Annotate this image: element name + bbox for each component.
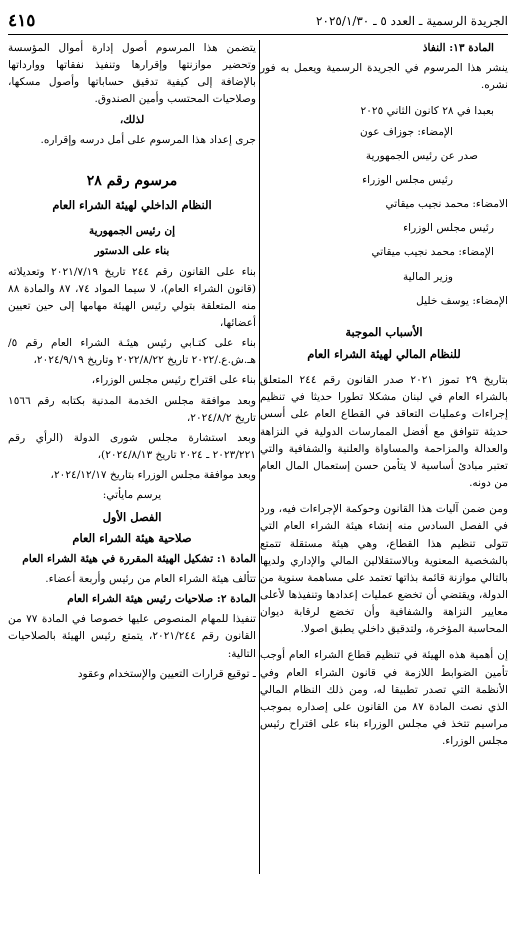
article-1-text: تتألف هيئة الشراء العام من رئيس وأربعة أعضاء. xyxy=(45,572,256,585)
recital-2: بناء على كتـابي رئيس هيئـة الشراء العام رقم ٥/هـ.ش.ع./٢٠٢٢ تاريخ ٢٠٢٢/٨/٢٢ وتاريخ ٢٠٢٤/٩/١٩، xyxy=(8,337,256,367)
constitution-line: بناء على الدستور xyxy=(94,245,170,258)
left-column xyxy=(8,40,256,924)
chapter-1-title: صلاحية هيئة الشراء العام xyxy=(72,531,192,546)
signature-president: الإمضاء: جوزاف عون xyxy=(360,125,453,138)
therefore-text: جرى إعداد هذا المرسوم على أمل درسه وإقراره. xyxy=(40,133,256,146)
recital-5: وبعد استشارة مجلس شورى الدولة (الرأي رقم ٢٠٢٣/٢٢١ ـ ٢٠٢٤ تاريخ ٢٠٢٤/٨/١٣)، xyxy=(8,431,256,462)
reasons-subtitle: للنظام المالي لهيئة الشراء العام xyxy=(307,346,461,361)
recital-1: بناء على القانون رقم ٢٤٤ تاريخ ٢٠٢١/٧/١٩ وتعديلاته (قانون الشراء العام)، لا سيما المواد ٧٤، ٨٧ والمادة ٨٨ منه المتعلقة بتولي رئيس الهيئة مهامها إلى حين تعيين أعضائها، xyxy=(8,265,256,330)
article-2-item-1: ـ توقيع قرارات التعيين والإستخدام وعقود xyxy=(77,667,256,680)
therefore-label: لذلك، xyxy=(119,113,145,126)
right-column xyxy=(260,40,508,924)
intro-paragraph: يتضمن هذا المرسوم أصول إدارة أموال المؤسسة وتحضير موازنتها وإقرارها وتنفيذ نفقاتها ووارداتها بالإضافة إلى كيفية تدقيق حساباتها وأصول مسكها، وصلاحيات المحتسب وأمين الصندوق. xyxy=(8,42,256,106)
reasons-title: الأسباب الموجبة xyxy=(345,324,423,339)
article-13-title: المادة ١٣: النفاذ xyxy=(422,42,494,54)
decree-subtitle: النظام الداخلي لهيئة الشراء العام xyxy=(52,197,212,212)
finance-minister-title: وزير المالية xyxy=(402,270,453,283)
pm-title: رئيس مجلس الوزراء xyxy=(362,173,453,186)
pm-title-2: رئيس مجلس الوزراء xyxy=(403,222,494,235)
page-header xyxy=(8,10,508,32)
publication-info: الجريدة الرسمية ـ العدد ٥ ـ ٢٠٢٥/١/٣٠ xyxy=(316,14,508,28)
issued-by-line: صدر عن رئيس الجمهورية xyxy=(365,149,478,162)
signature-pm-2: الإمضاء: محمد نجيب ميقاتي xyxy=(371,246,494,259)
reasons-paragraph-1: بتاريخ ٢٩ تموز ٢٠٢١ صدر القانون رقم ٢٤٤ المتعلق بالشراء العام في لبنان مشكلا تطورا حديثا في تنظيم إجراءات وعمليات التعاقد في القطاع العام على أسس حديثة تتوافق مع أفضل الممارسات الدولية في النزاهة والعدالة والمزاحمة والمساواة والعلنية والشفافية والتي تعتبر مبادئ أساسية لا يتأمن حسن إستعمال المال العام من دونه. xyxy=(260,374,508,490)
signature-finance-minister: الإمضاء: يوسف خليل xyxy=(416,294,508,307)
recital-4: وبعد موافقة مجلس الخدمة المدنية بكتابه رقم ١٥٦٦ تاريخ ٢٠٢٤/٨/٢، xyxy=(8,394,256,424)
reasons-paragraph-2: ومن ضمن آليات هذا القانون وحوكمة الإجراءات فيه، ورد في الفصل السادس منه إنشاء هيئة الشراء العام التي تتولى تنظيم هذا القطاع، وهي هيئة مستقلة تتمتع بالشخصية المعنوية وبالاستقلالين المالي والإداري ولديها بالتالي موازنة قائمة بذاتها تعتمد على مساهمة سنوية من الدولة، ويقتضي أن تخضع عمليات إعدادها وتنفيذها لأعلى معايير النزاهة والشفافية وأن تخضع لرقابة ديوان المحاسبة المؤخرة، ولتدقيق داخلي يطبق اصولا. xyxy=(260,503,508,636)
recital-3: بناء على اقتراح رئيس مجلس الوزراء، xyxy=(91,374,256,387)
chapter-1-label: الفصل الأول xyxy=(102,509,162,524)
page-number: ٤١٥ xyxy=(8,11,36,31)
president-line: إن رئيس الجمهورية xyxy=(88,225,176,238)
signature-pm: الامضاء: محمد نجيب ميقاتي xyxy=(385,198,508,211)
article-1-title: المادة ١: تشكيل الهيئة المقررة في هيئة الشراء العام xyxy=(22,552,256,565)
recital-6: وبعد موافقة مجلس الوزراء بتاريخ ٢٠٢٤/١٢/١٧، xyxy=(50,469,256,482)
article-2-text: تنفيذا للمهام المنصوص عليها خصوصا في المادة ٧٧ من القانون رقم ٢٠٢١/٢٤٤، يتمتع رئيس الهيئة بالصلاحيات التالية: xyxy=(8,613,256,660)
decree-title: مرسوم رقم ٢٨ xyxy=(86,172,178,189)
article-13-text: ينشر هذا المرسوم في الجريدة الرسمية ويعمل به فور نشره. xyxy=(260,62,508,92)
header-divider xyxy=(8,34,508,35)
decrees-line: يرسم مايأتي: xyxy=(102,489,162,502)
date-line: بعبدا في ٢٨ كانون الثاني ٢٠٢٥ xyxy=(360,105,494,118)
article-2-title: المادة ٢: صلاحيات رئيس هيئة الشراء العام xyxy=(67,593,256,606)
reasons-paragraph-3: إن أهمية هذه الهيئة في تنظيم قطاع الشراء العام أوجب تأمين الضوابط اللازمة في قانون الشراء العام وفي الأنظمة التي تصدر تطبيقا له، ومن ذلك النظام المالي الذي نصت المادة ٨٧ من القانون على إصداره بموجب مراسيم تتخذ في مجلس الوزراء بناء على اقتراح رئيس مجلس الوزراء. xyxy=(260,649,508,748)
